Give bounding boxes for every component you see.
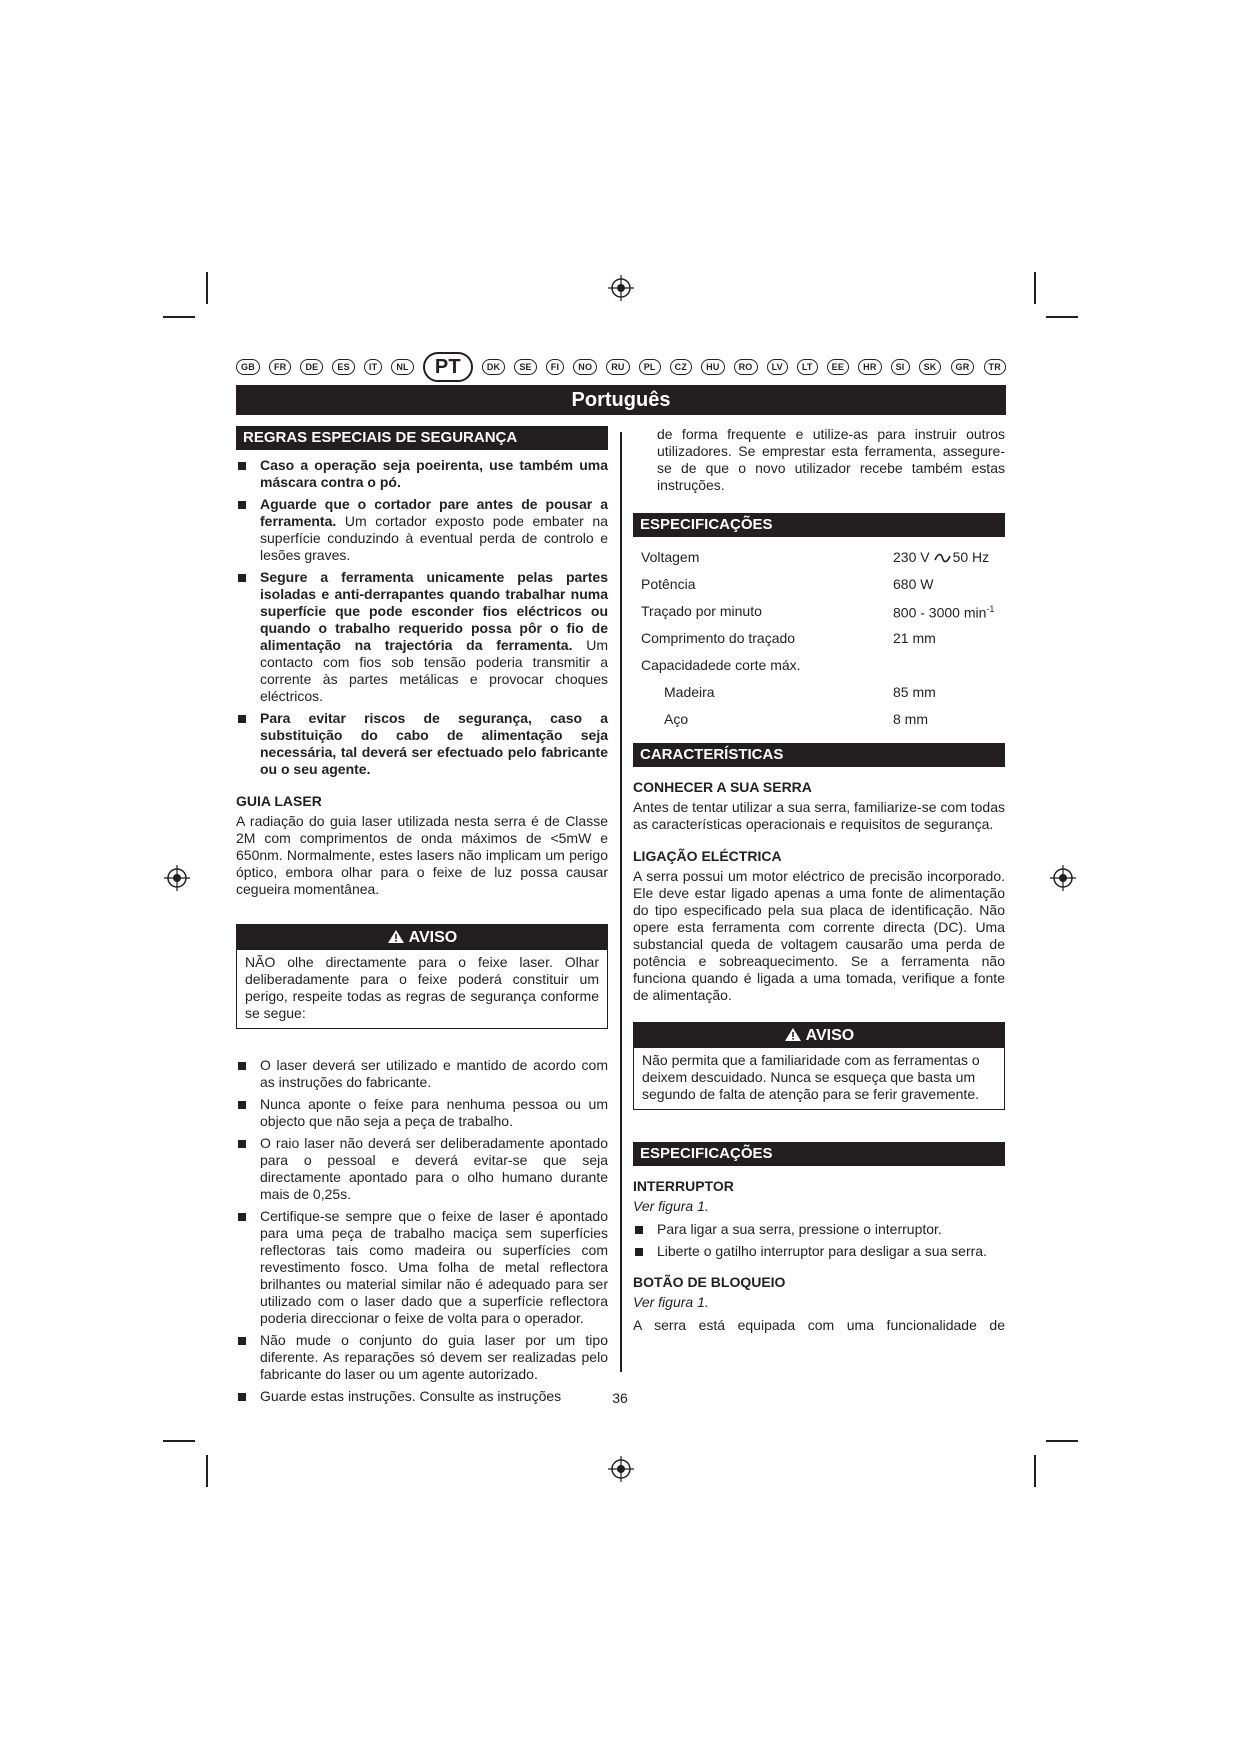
language-selector-bar	[236, 355, 1006, 379]
list-item-bold: Para evitar riscos de segurança, caso a substituição do cabo de alimentação seja necessária, tal deverá ser efectuado pelo fabricante ou o seu agente.	[260, 710, 608, 777]
spec-value-text: 8 mm	[893, 711, 928, 727]
list-item-bold: Caso a operação seja poeirenta, use também uma máscara contra o pó.	[260, 457, 608, 490]
spec-label: Aço	[664, 711, 689, 727]
registration-mark-icon	[1050, 865, 1076, 891]
language-tab-pl[interactable]: PL	[639, 359, 661, 375]
laser-guide-text: A radiação do guia laser utilizada nesta serra é de Classe 2M com comprimentos de onda máximos de <5mW e 650nm. Normalmente, estes lasers não implicam um perigo óptico, embora olhar para o feixe de luz possa causar cegueira momentânea.	[236, 813, 608, 897]
specifications-heading: ESPECIFICAÇÕES	[633, 513, 1005, 537]
spec-value	[885, 544, 1005, 571]
electrical-connection-heading: LIGAÇÃO ELÉCTRICA	[633, 848, 782, 864]
electrical-connection-text: A serra possui um motor eléctrico de precisão incorporado. Ele deve estar ligado apenas a uma fonte de alimentação do tipo especificado pela sua placa de identificação. Não opere esta ferramenta com corrente directa (DC). Uma substancial queda de voltagem causarão uma perda de potência e sobreaquecimento. Se a ferramenta não funciona quando é ligada a uma tomada, verifique a fonte de alimentação.	[633, 868, 1005, 1003]
list-item-text: Nunca aponte o feixe para nenhuma pessoa ou um objecto que não seja a peça de trabalho.	[260, 1096, 608, 1129]
registration-mark-icon	[608, 1456, 634, 1482]
language-tab-cz[interactable]: CZ	[670, 359, 692, 375]
warning-text: NÃO olhe directamente para o feixe laser. Olhar deliberadamente para o feixe poderá constituir um perigo, respeite todas as regras de segurança conforme se segue:	[245, 954, 599, 1021]
list-item	[236, 710, 608, 778]
spec-row	[633, 679, 1005, 706]
spec-row	[633, 598, 1005, 625]
features-heading: CARACTERÍSTICAS	[633, 743, 1005, 767]
language-tab-it[interactable]: IT	[364, 359, 382, 375]
list-item	[633, 1221, 1005, 1238]
language-tab-ru[interactable]: RU	[606, 359, 629, 375]
spec-label: Comprimento do traçado	[641, 630, 796, 646]
spec-value	[885, 652, 1005, 679]
language-tab-lv[interactable]: LV	[767, 359, 788, 375]
crop-mark	[1034, 1455, 1036, 1487]
registration-mark-icon	[164, 865, 190, 891]
spec-value	[885, 571, 1005, 598]
list-item-bold: Segure a ferramenta unicamente pelas partes isoladas e anti-derrapantes quando trabalhar numa superfície que pode esconder fios eléctricos ou quando o trabalho requerido possa pôr o fio de alimentação na trajectória da ferramenta.	[260, 569, 608, 653]
list-item	[236, 1332, 608, 1383]
list-item-text: Um cortador exposto pode embater na superfície conduzindo à eventual perda de controlo e lesões graves.	[260, 513, 608, 563]
crop-mark	[1046, 316, 1078, 318]
laser-rules-list	[236, 1057, 608, 1405]
warning-header	[634, 1023, 1004, 1048]
ac-current-icon	[934, 552, 951, 564]
list-item	[236, 1135, 608, 1203]
switch-figure-ref: Ver figura 1.	[633, 1198, 709, 1214]
spec-value-text: 800 - 3000 min	[893, 604, 987, 621]
crop-mark	[1046, 1440, 1078, 1442]
spec-row	[633, 625, 1005, 652]
list-item	[236, 1057, 608, 1091]
switch-heading: INTERRUPTOR	[633, 1178, 734, 1194]
safety-rules-list	[236, 457, 608, 778]
language-tab-fi[interactable]: FI	[546, 359, 564, 375]
lock-figure-ref: Ver figura 1.	[633, 1294, 709, 1310]
warning-title: AVISO	[805, 1027, 855, 1044]
language-tab-lt[interactable]: LT	[797, 359, 818, 375]
spec-label: Voltagem	[641, 549, 700, 565]
warning-triangle-icon	[784, 1027, 802, 1042]
know-your-saw-heading: CONHECER A SUA SERRA	[633, 779, 812, 795]
list-item-text: Para ligar a sua serra, pressione o interruptor.	[657, 1221, 942, 1237]
spec-row	[633, 544, 1005, 571]
specifications-table	[633, 544, 1005, 733]
know-your-saw-text: Antes de tentar utilizar a sua serra, familiarize-se com todas as características operacionais e requisitos de segurança.	[633, 799, 1005, 832]
list-item	[633, 1243, 1005, 1260]
spec-value-superscript: -1	[986, 604, 995, 615]
language-tab-nl[interactable]: NL	[391, 359, 413, 375]
list-item-text: O raio laser não deverá ser deliberadamente apontado para o pessoal e deverá evitar-se que seja directamente apontado para o olho humano durante mais de 0,25s.	[260, 1135, 608, 1202]
spec-value	[885, 706, 1005, 733]
list-item-bold: Aguarde que o cortador pare antes de pousar a ferramenta.	[260, 496, 608, 529]
language-tab-es[interactable]: ES	[332, 359, 354, 375]
language-tab-tr[interactable]: TR	[984, 359, 1006, 375]
list-item	[236, 457, 608, 491]
safety-rules-heading: REGRAS ESPECIAIS DE SEGURANÇA	[236, 426, 608, 450]
language-tab-se[interactable]: SE	[514, 359, 536, 375]
language-tab-de[interactable]: DE	[300, 359, 323, 375]
crop-mark	[206, 272, 208, 304]
list-item	[236, 496, 608, 564]
list-item-text: Certifique-se sempre que o feixe de laser é apontado para uma peça de trabalho maciça sem superfícies reflectoras tais como madeira ou superfícies com revestimento fosco. Uma folha de metal reflectora brilhantes ou material similar não é adequado para ser utilizado com o laser dado que a superfície reflectora poderia direccionar o feixe de volta para o operador.	[260, 1208, 608, 1326]
spec-value-text: 85 mm	[893, 684, 936, 700]
laser-warning-box	[236, 924, 608, 1029]
language-tab-no[interactable]: NO	[573, 359, 597, 375]
right-column	[633, 426, 1005, 1334]
specifications-heading-2: ESPECIFICAÇÕES	[633, 1142, 1005, 1166]
switch-list	[633, 1221, 1005, 1260]
spec-value-frequency: 50 Hz	[952, 549, 990, 565]
spec-value	[885, 598, 1005, 625]
warning-triangle-icon	[387, 929, 405, 944]
page-number: 36	[612, 1390, 628, 1406]
familiarity-warning-box	[633, 1022, 1005, 1110]
registration-mark-icon	[608, 275, 634, 301]
spec-row	[633, 706, 1005, 733]
language-tab-hr[interactable]: HR	[858, 359, 881, 375]
language-tab-pt[interactable]: PT	[423, 352, 473, 382]
spec-value-text: 680 W	[893, 576, 934, 592]
spec-value	[885, 679, 1005, 706]
column-divider	[620, 432, 622, 1372]
crop-mark	[163, 1440, 195, 1442]
laser-guide-heading: GUIA LASER	[236, 793, 322, 809]
warning-title: AVISO	[408, 929, 458, 946]
spec-label: Traçado por minuto	[641, 603, 762, 619]
warning-header	[237, 925, 607, 950]
spec-row	[633, 652, 1005, 679]
list-item	[236, 569, 608, 705]
page-title: Português	[236, 385, 1006, 415]
crop-mark	[163, 316, 195, 318]
list-item-text: Não mude o conjunto do guia laser por um tipo diferente. As reparações só devem ser realizadas pelo fabricante do laser ou um agente autorizado.	[260, 1332, 608, 1382]
language-tab-ee[interactable]: EE	[827, 359, 849, 375]
left-column	[236, 426, 608, 1410]
warning-text: Não permita que a familiaridade com as ferramentas o deixem descuidado. Nunca se esqueça que basta um segundo de falta de atenção para se ferir gravemente.	[642, 1052, 980, 1102]
lock-button-text: A serra está equipada com uma funcionalidade de	[633, 1317, 1005, 1333]
spec-row	[633, 571, 1005, 598]
list-item	[236, 1208, 608, 1327]
list-item-text: Guarde estas instruções. Consulte as instruções	[260, 1388, 562, 1404]
list-item-text: Um contacto com fios sob tensão poderia transmitir a corrente às partes metálicas e provocar choques eléctricos.	[260, 637, 608, 704]
spec-label: Madeira	[664, 684, 715, 700]
list-item	[236, 1388, 608, 1405]
spec-label: Capacidadede corte máx.	[641, 657, 801, 673]
language-tab-si[interactable]: SI	[891, 359, 910, 375]
spec-value	[885, 625, 1005, 652]
lock-button-heading: BOTÃO DE BLOQUEIO	[633, 1274, 786, 1290]
language-tab-gb[interactable]: GB	[236, 359, 260, 375]
spec-value-text: 21 mm	[893, 630, 936, 646]
language-tab-hu[interactable]: HU	[701, 359, 724, 375]
language-tab-gr[interactable]: GR	[951, 359, 975, 375]
list-item	[236, 1096, 608, 1130]
language-tab-ro[interactable]: RO	[734, 359, 758, 375]
list-item-text: Liberte o gatilho interruptor para desligar a sua serra.	[657, 1243, 987, 1259]
language-tab-fr[interactable]: FR	[269, 359, 291, 375]
language-tab-sk[interactable]: SK	[919, 359, 942, 375]
continuation-text: de forma frequente e utilize-as para instruir outros utilizadores. Se emprestar esta ferramenta, assegure-se de que o novo utilizador recebe também estas instruções.	[657, 426, 1005, 493]
crop-mark	[1034, 272, 1036, 304]
list-item-text: O laser deverá ser utilizado e mantido de acordo com as instruções do fabricante.	[260, 1057, 608, 1090]
crop-mark	[206, 1455, 208, 1487]
spec-value-voltage: 230 V	[893, 549, 930, 565]
spec-label: Potência	[641, 576, 696, 592]
language-tab-dk[interactable]: DK	[482, 359, 505, 375]
